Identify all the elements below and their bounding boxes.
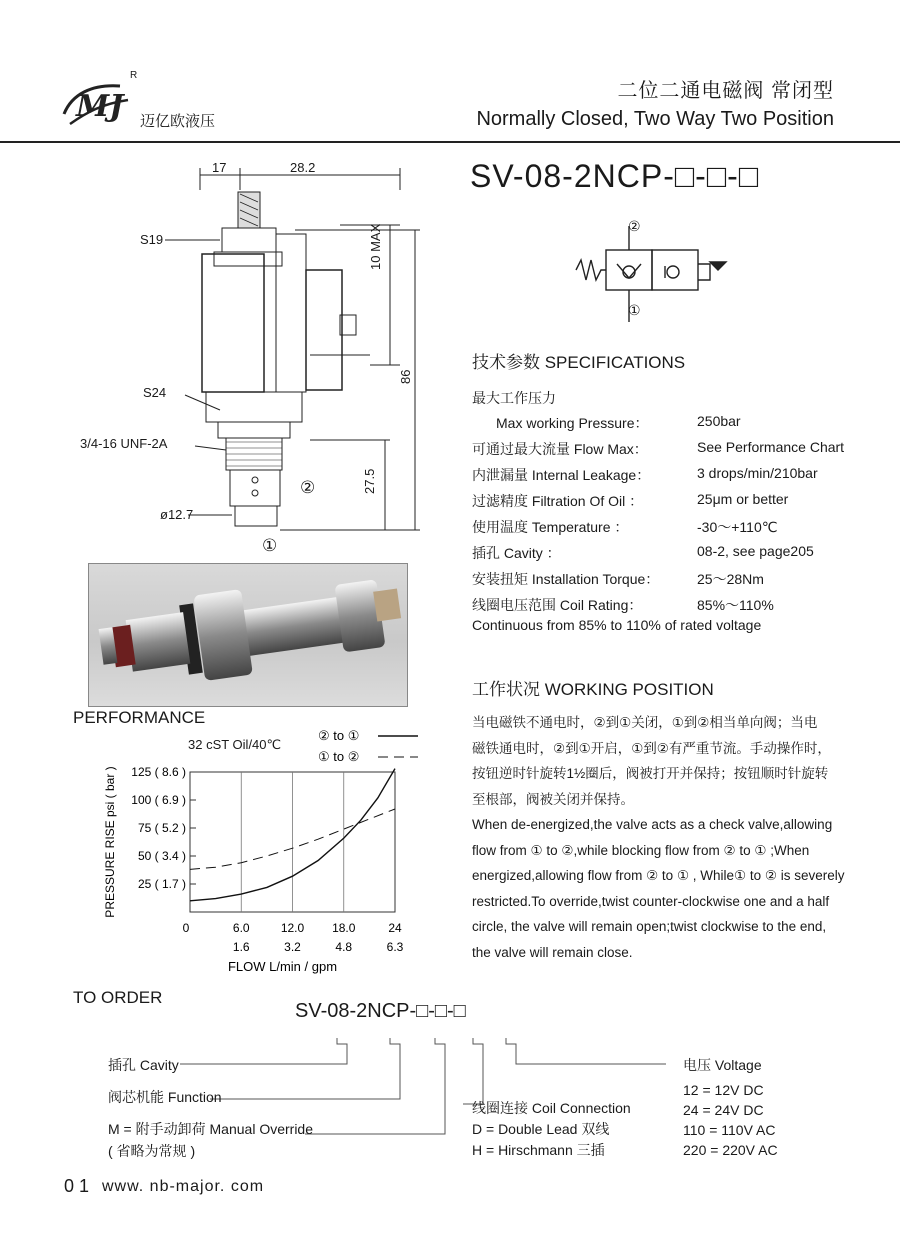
y-tick-label: 25 ( 1.7 ) — [137, 877, 186, 891]
working-line: circle, the valve will remain open;twist clockwise to the end, — [472, 919, 827, 934]
order-voltage-title: 电压 Voltage — [683, 1057, 762, 1073]
working-heading: 工作状况 WORKING POSITION — [472, 680, 714, 699]
spec-value: 85%～110% — [697, 597, 774, 613]
header-divider — [0, 141, 900, 143]
model-title: SV-08-2NCP-□-□-□ — [470, 158, 760, 194]
spec-label: 内泄漏量 Internal Leakage： — [472, 467, 651, 483]
working-line: 当电磁铁不通电时，②到①关闭，①到②相当单向阀；当电 — [472, 715, 818, 730]
spec-value: 25～28Nm — [697, 571, 764, 587]
order-manual-note: ( 省略为常规 ) — [108, 1143, 196, 1159]
working-line: 至根部，阀被关闭并保持。 — [472, 791, 634, 807]
working-line: flow from ① to ②,while blocking flow from ② to ① ;When — [472, 842, 810, 858]
spec-continuous: Continuous from 85% to 110% of rated voltage — [472, 617, 762, 633]
dim-17: 17 — [212, 160, 227, 175]
spec-value: 3 drops/min/210bar — [697, 465, 818, 481]
working-line: 磁铁通电时，②到①开启，①到②有严重节流。手动操作时， — [472, 740, 831, 756]
symbol-port-2: ② — [628, 218, 641, 234]
product-photo — [88, 563, 408, 707]
order-heading: TO ORDER — [73, 988, 163, 1007]
spec-label: Max working Pressure： — [496, 415, 649, 431]
port-2-label: ② — [300, 478, 316, 497]
dim-86: 86 — [398, 369, 413, 384]
registered-mark: R — [130, 70, 138, 81]
spec-label: 过滤精度 Filtration Of Oil ： — [472, 493, 644, 509]
valve-drawing — [70, 150, 450, 560]
spec-pressure-cn: 最大工作压力 — [472, 390, 556, 406]
working-line: restricted.To override,twist counter-clockwise one and a half — [472, 893, 830, 909]
svg-text:MJ: MJ — [76, 89, 124, 124]
spec-label: 线圈电压范围 Coil Rating： — [472, 597, 643, 613]
working-line: 按钮逆时针旋转1½圈后，阀被打开并保持；按钮顺时针旋转 — [472, 766, 829, 781]
working-line: energized,allowing flow from ② to ① , While① to ② is severely — [472, 868, 845, 883]
voltage-option: 110 = 110V AC — [683, 1122, 776, 1138]
dim-28: 28.2 — [290, 160, 316, 175]
y-tick-label: 75 ( 5.2 ) — [137, 821, 186, 835]
order-coil-d: D = Double Lead 双线 — [472, 1121, 610, 1137]
page-number: 0 1 — [64, 1176, 90, 1196]
x-tick-gpm-label: 1.6 — [232, 940, 250, 954]
working-line: When de-energized,the valve acts as a check valve,allowing — [472, 817, 833, 832]
y-tick-label: 125 ( 8.6 ) — [131, 765, 186, 779]
oil-note: 32 cST Oil/40℃ — [188, 737, 282, 752]
label-diameter: ø12.7 — [160, 507, 194, 522]
port-1-label: ① — [262, 536, 278, 555]
x-tick-label: 18.0 — [332, 921, 356, 935]
x-tick-gpm-label: 4.8 — [335, 940, 353, 954]
spec-value: 25μm or better — [697, 491, 789, 507]
y-axis-label: PRESSURE RISE psi ( bar ) — [103, 766, 117, 918]
spec-value: 250bar — [697, 413, 741, 429]
specs-heading: 技术参数 SPECIFICATIONS — [472, 353, 686, 372]
label-thread: 3/4-16 UNF-2A — [80, 436, 168, 451]
spec-value: 08-2, see page205 — [697, 543, 814, 559]
performance-chart — [60, 720, 450, 990]
hydraulic-symbol — [572, 226, 732, 322]
working-text — [472, 710, 872, 965]
spec-label: 使用温度 Temperature ： — [472, 519, 629, 535]
logo-mark-icon — [62, 74, 132, 132]
x-tick-label: 24 — [388, 921, 402, 935]
voltage-option: 24 = 24V DC — [683, 1102, 764, 1118]
label-s24: S24 — [143, 385, 167, 400]
spec-label: 安装扭矩 Installation Torque： — [472, 571, 660, 587]
order-coil-title: 线圈连接 Coil Connection — [472, 1100, 631, 1116]
spec-value: -30～+110℃ — [697, 519, 778, 535]
valve-photo-icon — [89, 564, 407, 706]
voltage-option: 12 = 12V DC — [683, 1082, 764, 1098]
x-tick-label: 6.0 — [232, 921, 250, 935]
legend-label: ② to ① — [318, 728, 360, 743]
logo — [62, 74, 132, 132]
voltage-option: 220 = 220V AC — [683, 1142, 778, 1158]
order-cavity: 插孔 Cavity — [108, 1057, 179, 1073]
order-code: SV-08-2NCP-□-□-□ — [295, 1000, 466, 1022]
x-tick-label: 0 — [182, 921, 190, 935]
title-cn: 二位二通电磁阀 常闭型 — [617, 80, 834, 102]
performance-heading: PERFORMANCE — [73, 708, 206, 727]
label-s19: S19 — [140, 232, 164, 247]
y-tick-label: 100 ( 6.9 ) — [131, 793, 186, 807]
footer-url: www. nb-major. com — [102, 1178, 265, 1195]
y-tick-label: 50 ( 3.4 ) — [137, 849, 186, 863]
working-line: the valve will remain close. — [472, 944, 633, 960]
symbol-port-1: ① — [628, 302, 641, 318]
x-axis-label: FLOW L/min / gpm — [227, 959, 338, 974]
brand-name: 迈亿欧液压 — [140, 113, 216, 130]
legend-label: ① to ② — [318, 749, 360, 764]
dim-10max: 10 MAX — [368, 223, 383, 270]
x-tick-gpm-label: 6.3 — [386, 940, 404, 954]
dim-27: 27.5 — [362, 468, 377, 494]
x-tick-label: 12.0 — [280, 921, 305, 935]
order-function: 阀芯机能 Function — [108, 1089, 222, 1105]
x-tick-gpm-label: 3.2 — [284, 940, 301, 954]
spec-label: 插孔 Cavity ： — [472, 545, 561, 561]
order-coil-h: H = Hirschmann 三插 — [472, 1142, 605, 1158]
spec-value: See Performance Chart — [697, 439, 845, 455]
spec-label: 可通过最大流量 Flow Max： — [472, 441, 648, 457]
order-voltage-list — [683, 1080, 778, 1160]
title-en: Normally Closed, Two Way Two Position — [476, 108, 834, 130]
order-manual: M = 附手动卸荷 Manual Override — [108, 1121, 313, 1137]
